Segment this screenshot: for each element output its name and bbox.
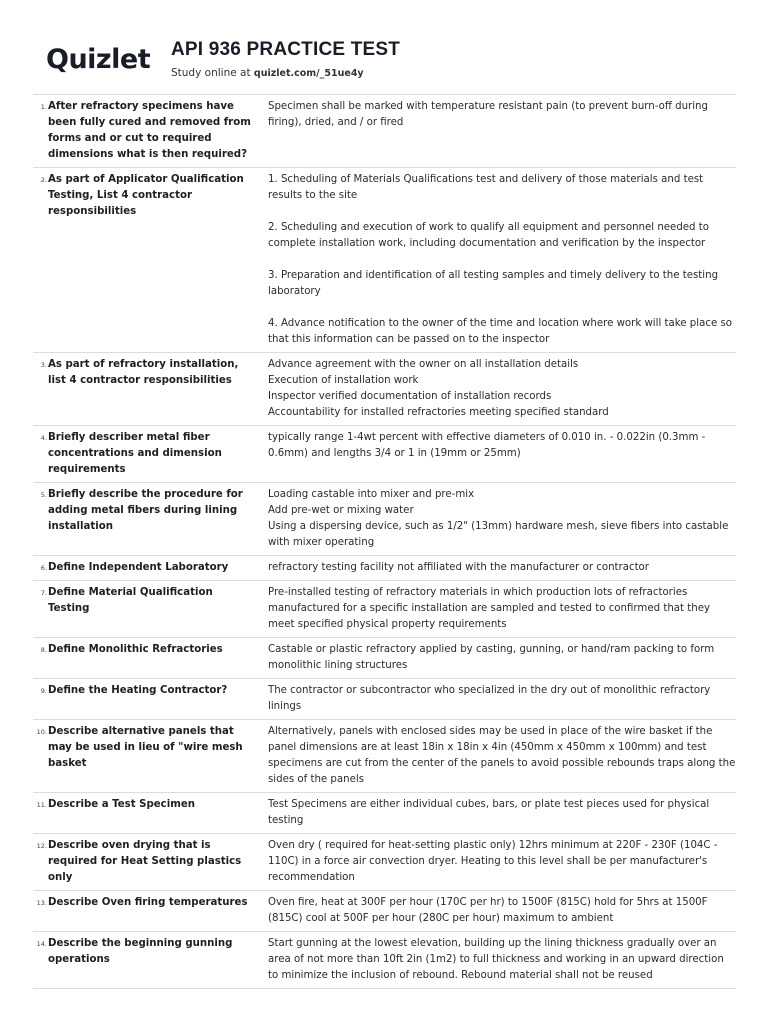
definition-line: 4. Advance notification to the owner of the time and location where work will take place so that this information can be passed on to the inspector xyxy=(268,318,732,345)
definition-line: 2. Scheduling and execution of work to qualify all equipment and personnel needed to complete installation work, including documentation and verification by the inspector xyxy=(268,222,709,249)
definition-line: Advance agreement with the owner on all installation details xyxy=(268,359,579,370)
study-prefix: Study online at xyxy=(171,67,254,79)
card-definition xyxy=(268,585,736,633)
card-row xyxy=(33,890,736,931)
card-definition xyxy=(268,560,736,576)
card-definition xyxy=(268,357,736,421)
card-number: 3. xyxy=(40,361,47,369)
card-definition xyxy=(268,838,736,886)
page-title: API 936 PRACTICE TEST xyxy=(171,39,401,60)
definition-line: Oven fire, heat at 300F per hour (170C per hr) to 1500F (815C) hold for 5hrs at 1500F (815C) cool at 500F per hour (280C per hour) maximum to ambient xyxy=(268,897,708,924)
card-number: 6. xyxy=(40,564,47,572)
card-number: 11. xyxy=(36,801,47,809)
card-definition xyxy=(268,936,736,984)
card-definition xyxy=(268,172,736,348)
card-term: Define Independent Laboratory xyxy=(48,562,229,573)
definition-line: Castable or plastic refractory applied by casting, gunning, or hand/ram packing to form monolithic lining structures xyxy=(268,644,715,671)
card-term: Briefly describe the procedure for adding metal fibers during lining installation xyxy=(48,489,243,532)
logo-text: Quizlet xyxy=(46,44,151,75)
card-number: 9. xyxy=(40,687,47,695)
card-term: Define the Heating Contractor? xyxy=(48,685,228,696)
definition-line: Test Specimens are either individual cubes, bars, or plate test pieces used for physical testing xyxy=(268,799,710,826)
definition-line: Oven dry ( required for heat-setting plastic only) 12hrs minimum at 220F - 230F (104C - 110C) in a force air convection dryer. Heating to this level shall be per manufacturer's recommendation xyxy=(268,840,718,883)
card-term: Define Monolithic Refractories xyxy=(48,644,223,655)
card-definition xyxy=(268,642,736,674)
study-url-link[interactable]: quizlet.com/_51ue4y xyxy=(253,68,364,79)
card-row xyxy=(33,931,736,989)
definition-line: Execution of installation work xyxy=(268,375,419,386)
definition-line: Inspector verified documentation of installation records xyxy=(268,391,552,402)
definition-line: Start gunning at the lowest elevation, building up the lining thickness gradually over an area of not more than 10ft 2in (1m2) to full thickness and working in an upward direction to minimize the inclusion of rebound. Rebound material shall not be reused xyxy=(268,938,724,981)
card-number: 12. xyxy=(36,842,47,850)
card-term: Describe a Test Specimen xyxy=(48,799,195,810)
card-number: 8. xyxy=(40,646,47,654)
card-definition xyxy=(268,895,736,927)
definition-line: Specimen shall be marked with temperature resistant pain (to prevent burn-off during firing), dried, and / or fired xyxy=(268,101,708,128)
study-online-line xyxy=(171,67,364,79)
card-number: 14. xyxy=(36,940,47,948)
card-term: Define Material Qualification Testing xyxy=(48,587,213,614)
card-definition xyxy=(268,487,736,551)
card-number: 4. xyxy=(40,434,47,442)
card-row xyxy=(33,719,736,792)
definition-line: refractory testing facility not affiliated with the manufacturer or contractor xyxy=(268,562,649,573)
card-row xyxy=(33,352,736,425)
card-number: 7. xyxy=(40,589,47,597)
card-row xyxy=(33,637,736,678)
card-term: Briefly describer metal fiber concentrations and dimension requirements xyxy=(48,432,222,475)
definition-line: Accountability for installed refractories meeting specified standard xyxy=(268,407,609,418)
definition-line: Loading castable into mixer and pre-mix xyxy=(268,489,475,500)
quizlet-logo xyxy=(33,36,153,78)
card-definition xyxy=(268,724,736,788)
card-number: 5. xyxy=(40,491,47,499)
card-definition xyxy=(268,430,736,478)
card-term: Describe the beginning gunning operations xyxy=(48,938,233,965)
card-number: 10. xyxy=(36,728,47,736)
card-row xyxy=(33,580,736,637)
card-row xyxy=(33,94,736,167)
card-term: As part of refractory installation, list 4 contractor responsibilities xyxy=(48,359,239,386)
definition-line: Pre-installed testing of refractory materials in which production lots of refractories manufactured for a specific installation are sampled and tested to confirmed that they meet specified physical property requirements xyxy=(268,587,710,630)
definition-line: Add pre-wet or mixing water xyxy=(268,505,414,516)
card-row xyxy=(33,555,736,580)
card-row xyxy=(33,425,736,482)
definition-line: 1. Scheduling of Materials Qualifications test and delivery of those materials and test results to the site xyxy=(268,174,704,201)
card-row xyxy=(33,792,736,833)
card-row xyxy=(33,482,736,555)
card-term: After refractory specimens have been fully cured and removed from forms and or cut to required dimensions what is then required? xyxy=(48,101,251,160)
card-term: As part of Applicator Qualification Testing, List 4 contractor responsibilities xyxy=(48,174,244,217)
document-header xyxy=(33,36,736,88)
card-row xyxy=(33,833,736,890)
card-definition xyxy=(268,797,736,829)
card-number: 1. xyxy=(40,103,47,111)
flashcard-table xyxy=(33,94,736,989)
card-definition xyxy=(268,99,736,163)
definition-line: The contractor or subcontractor who specialized in the dry out of monolithic refractory linings xyxy=(268,685,711,712)
card-term: Describe alternative panels that may be used in lieu of "wire mesh basket xyxy=(48,726,243,769)
definition-line: Alternatively, panels with enclosed sides may be used in place of the wire basket if the panel dimensions are at least 18in x 18in x 4in (450mm x 450mm x 100mm) and test specimens are cut from the center of the panels to avoid possible rebounds traps along the sides of the panels xyxy=(268,726,736,785)
card-row xyxy=(33,678,736,719)
card-term: Describe oven drying that is required for Heat Setting plastics only xyxy=(48,840,242,883)
card-term: Describe Oven firing temperatures xyxy=(48,897,248,908)
definition-line: Using a dispersing device, such as 1/2" (13mm) hardware mesh, sieve fibers into castable with mixer operating xyxy=(268,521,729,548)
card-number: 13. xyxy=(36,899,47,907)
card-definition xyxy=(268,683,736,715)
card-number: 2. xyxy=(40,176,47,184)
card-row xyxy=(33,167,736,352)
definition-line: 3. Preparation and identification of all testing samples and timely delivery to the testing laboratory xyxy=(268,270,719,297)
definition-line: typically range 1-4wt percent with effective diameters of 0.010 in. - 0.022in (0.3mm - 0.6mm) and lengths 3/4 or 1 in (19mm or 25mm) xyxy=(268,432,706,459)
